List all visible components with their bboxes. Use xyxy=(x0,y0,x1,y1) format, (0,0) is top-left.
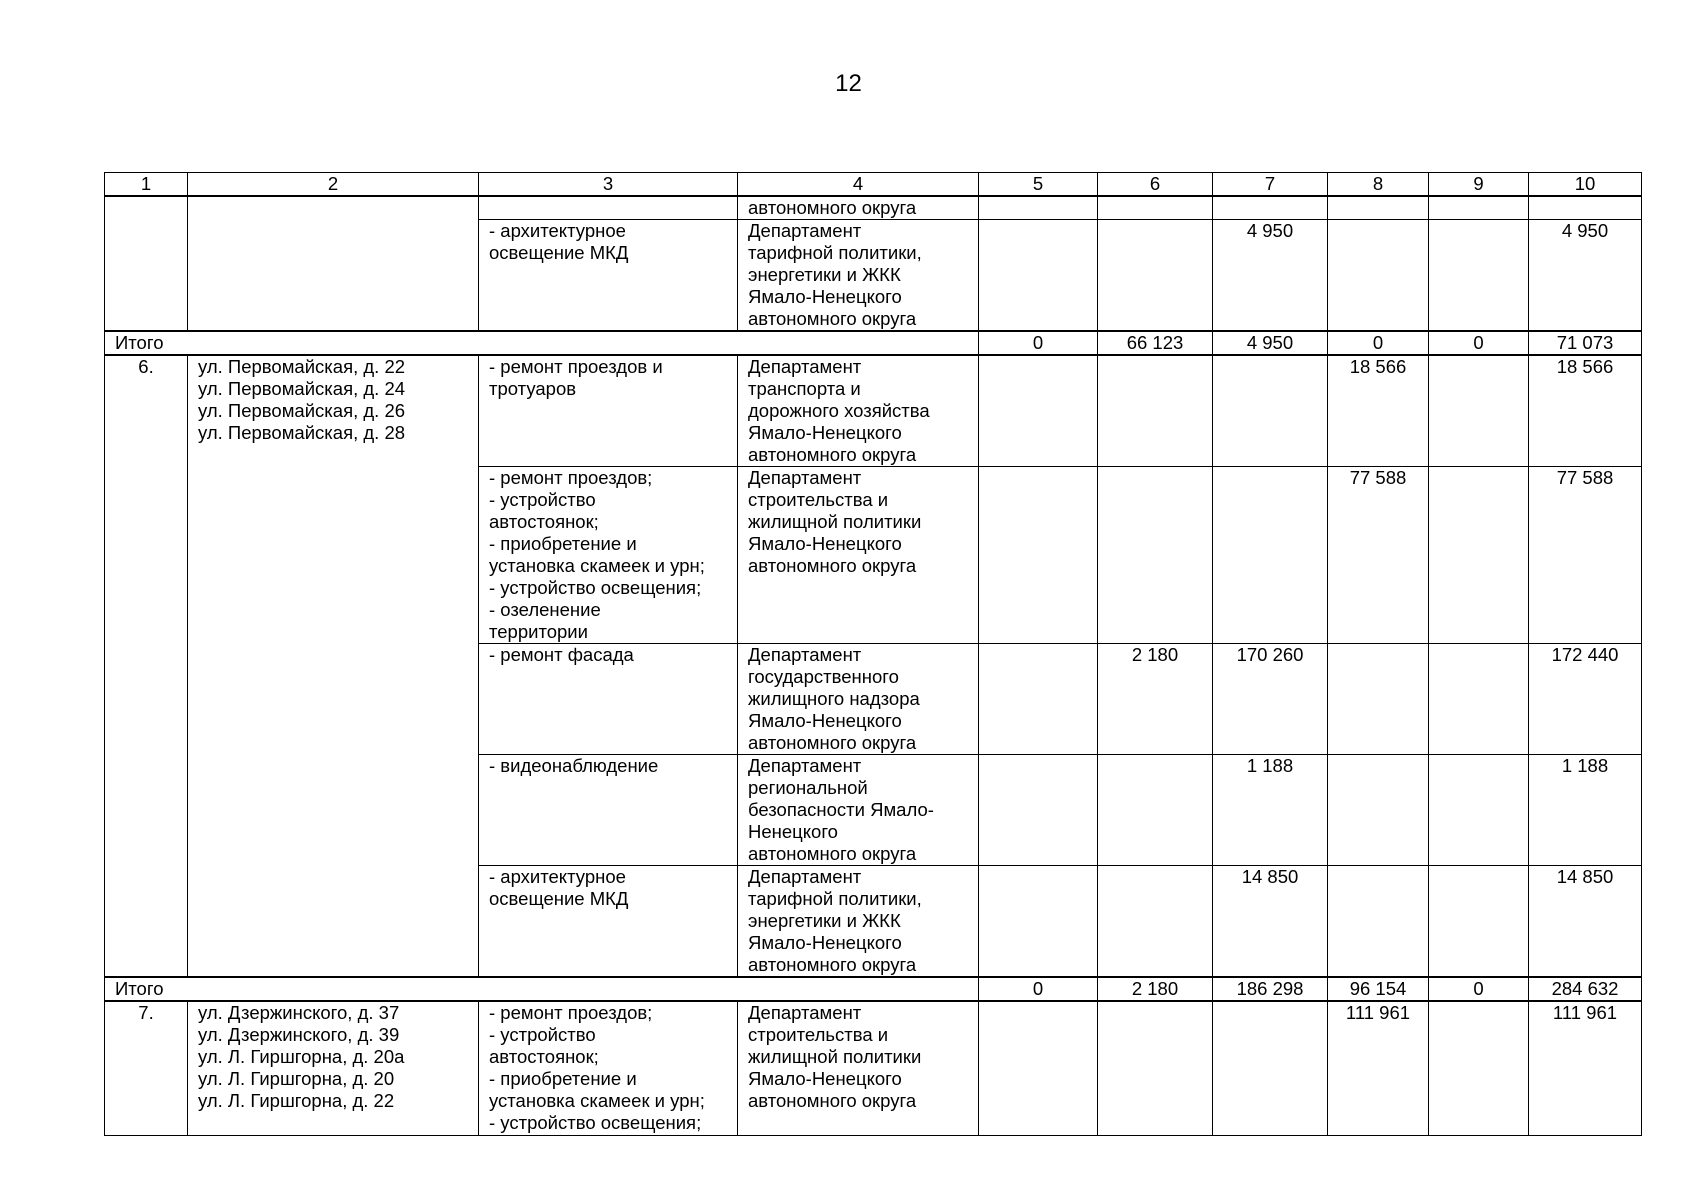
cell-c7 xyxy=(1213,355,1328,467)
cell-dept: Департамент тарифной политики, энергетики и ЖКК Ямало-Ненецкого автономного округа xyxy=(738,220,979,332)
cell-address: ул. Первомайская, д. 22 ул. Первомайская, д. 24 ул. Первомайская, д. 26 ул. Первомайская, д. 28 xyxy=(188,355,479,977)
cell-c9 xyxy=(1429,1001,1529,1135)
cell-c7 xyxy=(1213,467,1328,644)
cell-c8: 18 566 xyxy=(1328,355,1429,467)
cell-c5 xyxy=(979,1001,1098,1135)
cell-c9 xyxy=(1429,755,1529,866)
cell-c6 xyxy=(1098,467,1213,644)
cell-work: - архитектурное освещение МКД xyxy=(479,220,738,332)
cell-c6 xyxy=(1098,220,1213,332)
total-c5: 0 xyxy=(979,977,1098,1001)
cell-c8: 111 961 xyxy=(1328,1001,1429,1135)
total-c6: 2 180 xyxy=(1098,977,1213,1001)
table-row xyxy=(105,196,1642,220)
cell-c8 xyxy=(1328,755,1429,866)
header-cell: 5 xyxy=(979,173,1098,197)
cell-dept: Департамент строительства и жилищной политики Ямало-Ненецкого автономного округа xyxy=(738,1001,979,1135)
cell-dept: Департамент транспорта и дорожного хозяйства Ямало-Ненецкого автономного округа xyxy=(738,355,979,467)
cell-work xyxy=(479,196,738,220)
cell-c5 xyxy=(979,220,1098,332)
header-cell: 10 xyxy=(1529,173,1642,197)
header-cell: 6 xyxy=(1098,173,1213,197)
cell-c7: 4 950 xyxy=(1213,220,1328,332)
cell-c10: 4 950 xyxy=(1529,220,1642,332)
cell-c5 xyxy=(979,467,1098,644)
total-c9: 0 xyxy=(1429,977,1529,1001)
cell-c8: 77 588 xyxy=(1328,467,1429,644)
cell-c9 xyxy=(1429,644,1529,755)
total-row xyxy=(105,977,1642,1001)
total-c6: 66 123 xyxy=(1098,331,1213,355)
cell-c7 xyxy=(1213,196,1328,220)
cell-c7 xyxy=(1213,1001,1328,1135)
cell-c7: 170 260 xyxy=(1213,644,1328,755)
cell-work: - архитектурное освещение МКД xyxy=(479,866,738,978)
cell-c7: 14 850 xyxy=(1213,866,1328,978)
cell-c5 xyxy=(979,866,1098,978)
cell-c10 xyxy=(1529,196,1642,220)
cell-c8 xyxy=(1328,866,1429,978)
cell-dept: Департамент строительства и жилищной политики Ямало-Ненецкого автономного округа xyxy=(738,467,979,644)
cell-c9 xyxy=(1429,866,1529,978)
cell-c10: 111 961 xyxy=(1529,1001,1642,1135)
cell-c8 xyxy=(1328,644,1429,755)
cell-address xyxy=(188,196,479,331)
header-cell: 2 xyxy=(188,173,479,197)
budget-table xyxy=(104,172,1642,1136)
cell-c9 xyxy=(1429,467,1529,644)
cell-c6: 2 180 xyxy=(1098,644,1213,755)
cell-num xyxy=(105,196,188,331)
cell-work: - ремонт фасада xyxy=(479,644,738,755)
header-row xyxy=(105,173,1642,197)
total-c10: 284 632 xyxy=(1529,977,1642,1001)
cell-work: - ремонт проездов; - устройство автостоянок; - приобретение и установка скамеек и урн; - устройство освещения; xyxy=(479,1001,738,1135)
cell-c6 xyxy=(1098,196,1213,220)
page-number: 12 xyxy=(835,70,862,97)
cell-c10: 172 440 xyxy=(1529,644,1642,755)
cell-c5 xyxy=(979,755,1098,866)
cell-dept: Департамент тарифной политики, энергетики и ЖКК Ямало-Ненецкого автономного округа xyxy=(738,866,979,978)
cell-c5 xyxy=(979,196,1098,220)
header-cell: 8 xyxy=(1328,173,1429,197)
total-c10: 71 073 xyxy=(1529,331,1642,355)
cell-c7: 1 188 xyxy=(1213,755,1328,866)
cell-dept: Департамент государственного жилищного надзора Ямало-Ненецкого автономного округа xyxy=(738,644,979,755)
cell-c8 xyxy=(1328,220,1429,332)
cell-c9 xyxy=(1429,355,1529,467)
total-c7: 186 298 xyxy=(1213,977,1328,1001)
table-row xyxy=(105,355,1642,467)
cell-c10: 77 588 xyxy=(1529,467,1642,644)
cell-c8 xyxy=(1328,196,1429,220)
total-c9: 0 xyxy=(1429,331,1529,355)
cell-address: ул. Дзержинского, д. 37 ул. Дзержинского, д. 39 ул. Л. Гиршгорна, д. 20а ул. Л. Гиршгорна, д. 20 ул. Л. Гиршгорна, д. 22 xyxy=(188,1001,479,1135)
cell-c10: 14 850 xyxy=(1529,866,1642,978)
cell-dept: Департамент региональной безопасности Ямало- Ненецкого автономного округа xyxy=(738,755,979,866)
cell-c6 xyxy=(1098,1001,1213,1135)
cell-c9 xyxy=(1429,220,1529,332)
total-label: Итого xyxy=(105,331,979,355)
total-c8: 96 154 xyxy=(1328,977,1429,1001)
cell-c10: 1 188 xyxy=(1529,755,1642,866)
table-row xyxy=(105,1001,1642,1135)
total-row xyxy=(105,331,1642,355)
cell-num: 7. xyxy=(105,1001,188,1135)
cell-work: - ремонт проездов и тротуаров xyxy=(479,355,738,467)
cell-c6 xyxy=(1098,866,1213,978)
cell-work: - ремонт проездов; - устройство автостоянок; - приобретение и установка скамеек и урн; - устройство освещения; - озеленение территории xyxy=(479,467,738,644)
header-cell: 3 xyxy=(479,173,738,197)
cell-c6 xyxy=(1098,755,1213,866)
cell-c10: 18 566 xyxy=(1529,355,1642,467)
cell-num: 6. xyxy=(105,355,188,977)
header-cell: 4 xyxy=(738,173,979,197)
header-cell: 9 xyxy=(1429,173,1529,197)
cell-work: - видеонаблюдение xyxy=(479,755,738,866)
cell-dept: автономного округа xyxy=(738,196,979,220)
cell-c9 xyxy=(1429,196,1529,220)
total-c7: 4 950 xyxy=(1213,331,1328,355)
header-cell: 7 xyxy=(1213,173,1328,197)
cell-c6 xyxy=(1098,355,1213,467)
header-cell: 1 xyxy=(105,173,188,197)
total-c8: 0 xyxy=(1328,331,1429,355)
cell-c5 xyxy=(979,355,1098,467)
total-label: Итого xyxy=(105,977,979,1001)
cell-c5 xyxy=(979,644,1098,755)
total-c5: 0 xyxy=(979,331,1098,355)
